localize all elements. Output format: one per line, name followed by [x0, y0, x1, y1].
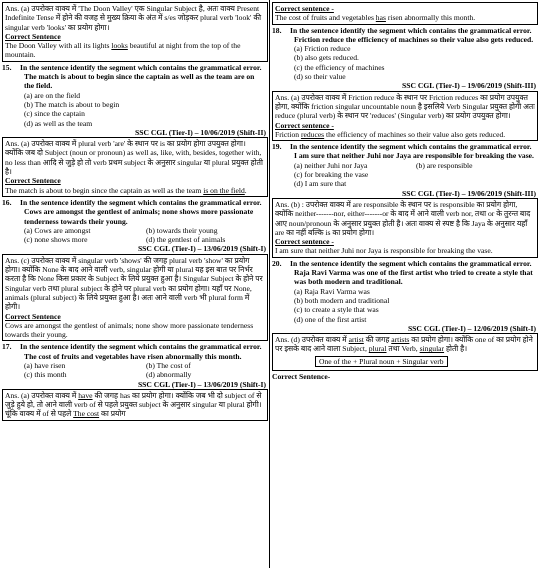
- correct-sentence-label: Correct sentence -: [275, 4, 334, 13]
- correct-sentence-label: Correct Sentence: [5, 31, 61, 41]
- option-a: (a) have risen: [24, 360, 66, 370]
- correct-sentence-text: Cows are amongst the gentlest of animals; none show more passionate tenderness towards their young.: [5, 320, 254, 340]
- answer-box-18: [272, 91, 538, 141]
- correct-sentence-text: The match is about to begin since the captain as well as the team is on the field.: [5, 185, 247, 195]
- correct-sentence-label: Correct sentence -: [275, 237, 334, 247]
- exam-source: SSC CGL (Tier-I) – 10/06/2019 (Shift-II): [135, 127, 266, 137]
- column-divider: [269, 0, 270, 568]
- exam-source: SSC CGL (Tier-I) – 13/06/2019 (Shift-I): [137, 379, 266, 389]
- option-d: (d) one of the first artist: [294, 314, 367, 324]
- correct-sentence-text: Friction reduces the efficiency of machines so their value also gets reduced.: [275, 129, 506, 139]
- answer-text: Ans. (b) : उपरोक्त वाक्य में are responsible के स्थान पर is responsible का प्रयोग होगा, क्योंकि neither-------nor, either-------or के बाद में आने वाली verb nor, तथा or के तुरन्त बाद आए noun/pronoun के अनुसार प्रयुक्त होती है। अतः वाक्य से स्पष्ट है कि Jaya के अनुसार यहाँ are का नहीं बल्कि is का प्रयोग होगा।: [275, 199, 531, 237]
- option-d: (d) as well as the team: [24, 118, 93, 128]
- option-c: (c) since the captain: [24, 109, 85, 119]
- options-grid: [2, 361, 268, 380]
- option-b: (b) The cost of: [146, 360, 191, 370]
- question-stem: The cost of fruits and vegetables have risen abnormally this month.: [24, 351, 242, 361]
- option-d: (d) I am sure that: [294, 179, 347, 189]
- answer-text: Ans. (d) उपरोक्त वाक्य में artist की जगह artists का प्रयोग होगा। क्योंकि one of का प्रयोग होने पर इसके बाद आने वाला Subject, plural तथा Verb, singular होती है।: [275, 335, 533, 354]
- exam-source: SSC CGL (Tier-I) – 13/06/2019 (Shift-I): [137, 244, 266, 254]
- question-number: 16.: [2, 197, 12, 207]
- option-b: (b) The match is about to begin: [24, 99, 120, 109]
- option-a: (a) neither Juhi nor Jaya: [294, 160, 368, 170]
- option-c: (c) this month: [24, 370, 67, 380]
- correct-sentence-label: Correct Sentence: [5, 176, 61, 186]
- exam-source: SSC CGL (Tier-I) – 12/06/2019 (Shift-I): [407, 323, 536, 333]
- question-number: 15.: [2, 62, 12, 72]
- option-a: (a) are on the field: [24, 90, 81, 100]
- question-text: In the sentence identify the segment which contains the grammatical error.: [20, 342, 262, 352]
- question-stem: The match is about to begin since the captain as well as the team are on the field.: [24, 72, 255, 91]
- answer-text: Ans. (c) उपरोक्त वाक्य में singular verb 'shows' की जगह plural verb 'show' का प्रयोग होगा। क्योंकि None के बाद आने वाली verb, singular होगी या plural यह इस बात पर निर्भर करता है कि None किस प्रकार के Subject के लिये प्रयुक्त हुआ है। Singular Subject के होने पर Singular verb तथा plural subject के होने पर plural verb का प्रयोग होगा। यहाँ पर None, animals (plural subject) के लिये प्रयुक्त हुआ है। अतः आने वाली verb भी plural form में होगी।: [5, 255, 263, 312]
- right-column: [272, 2, 538, 381]
- question-20: [272, 259, 538, 333]
- option-b: (b) towards their young: [146, 225, 218, 235]
- question-text: In the sentence identify the segment which contains the grammatical error.: [290, 25, 532, 35]
- exam-source: SSC CGL (Tier-I) – 19/06/2019 (Shift-III): [402, 81, 536, 91]
- option-a: (a) Raja Ravi Varma was: [294, 286, 370, 296]
- question-stem: Friction reduce the efficiency of machines so their value also gets reduced.: [294, 34, 534, 44]
- option-d: (d) abnormally: [146, 370, 192, 380]
- option-d: (d) so their value: [294, 72, 346, 82]
- answer-box-15: [2, 137, 268, 197]
- grammar-formula: One of the + Plural noun + Singular verb: [315, 356, 448, 367]
- question-stem: I am sure that neither Juhi nor Jaya are responsible for breaking the vase.: [294, 151, 534, 161]
- option-b: (b) also gets reduced.: [294, 53, 359, 63]
- answer-text: Ans. (a) उपरोक्त वाक्य में have की जगह has का प्रयोग होगा। क्योंकि जब भी दो subject of से जुड़े हुये हो, तो आने वाली verb of से पहले प्रयुक्त subject के अनुसार singular या plural होगी। चूंकि वाक्य में of से पहले The cost का प्रयोग: [5, 390, 262, 419]
- question-stem: Cows are amongst the gentlest of animals; none shows more passionate tenderness towards their young.: [24, 207, 254, 226]
- question-number: 19.: [272, 142, 282, 152]
- option-b: (b) both modern and traditional: [294, 295, 390, 305]
- correct-sentence-label: Correct Sentence-: [272, 371, 331, 381]
- answer-box-16: [2, 254, 268, 342]
- option-a: (a) Cows are amongst: [24, 225, 91, 235]
- left-column: [2, 2, 268, 422]
- option-d: (d) the gentlest of animals: [146, 235, 226, 245]
- question-15: [2, 63, 268, 137]
- answer-box-17: [2, 389, 268, 421]
- correct-sentence-text: The Doon Valley with all its lights looks beautiful at night from the top of the mountain.: [5, 41, 241, 60]
- question-text: In the sentence identify the segment which contains the grammatical error.: [290, 142, 532, 152]
- question-number: 17.: [2, 342, 12, 352]
- question-stem: Raja Ravi Varma was one of the first artist who tried to create a style that was both modern and traditional.: [294, 268, 533, 287]
- answer-text: Ans. (a) उपरोक्त वाक्य में 'The Doon Valley' एक Singular Subject है, अतः वाक्य Present Indefinite Tense में होने की वजह से मुख्य क्रिया के अंत में s/es जोड़कर plural verb 'look' की singular verb 'looks' का प्रयोग होगा।: [5, 4, 262, 32]
- correct-sentence-label: Correct Sentence: [5, 311, 61, 321]
- answer-box-20: [272, 333, 538, 371]
- answer-box-14: [2, 2, 268, 62]
- answer-box-19: [272, 198, 538, 258]
- correct-sentence-text: I am sure that neither Juhi nor Jaya is responsible for breaking the vase.: [275, 246, 493, 256]
- question-17: [2, 342, 268, 388]
- correct-sentence-label: Correct sentence -: [275, 120, 334, 130]
- question-16: [2, 198, 268, 254]
- correct-sentence-text: The cost of fruits and vegetables has risen abnormally this month.: [275, 13, 476, 23]
- question-text: In the sentence identify the segment which contains the grammatical error.: [290, 258, 532, 268]
- options-grid: [272, 161, 538, 170]
- question-number: 18.: [272, 25, 282, 35]
- options-grid: [2, 226, 268, 245]
- option-c: (c) for breaking the vase: [294, 170, 369, 180]
- option-c: (c) the efficiency of machines: [294, 62, 385, 72]
- question-18: [272, 26, 538, 91]
- answer-text: Ans. (a) उपरोक्त वाक्य में Friction reduce के स्थान पर Friction reduces का प्रयोग उपयुक्त होगा, क्योंकि friction singular uncountable noun है इसलिये Verb Singular प्रयुक्त होगी अतः reduce (plural verb) के स्थान पर 'reduces' (Singular verb) का प्रयोग उपयुक्त होगा।: [275, 92, 535, 121]
- option-a: (a) Friction reduce: [294, 44, 351, 54]
- question-text: In the sentence identify the segment which contains the grammatical error.: [20, 197, 262, 207]
- option-b: (b) are responsible: [416, 160, 473, 170]
- exam-source: SSC CGL (Tier-I) – 19/06/2019 (Shift-III): [402, 188, 536, 198]
- question-text: In the sentence identify the segment which contains the grammatical error.: [20, 62, 262, 72]
- question-19: [272, 142, 538, 198]
- question-number: 20.: [272, 258, 282, 268]
- option-c: (c) none shows more: [24, 235, 88, 245]
- answer-box-17-cont: [272, 2, 538, 25]
- answer-text: Ans. (a) उपरोक्त वाक्य में plural verb 'are' के स्थान पर is का प्रयोग होगा उपयुक्त होगा। क्योंकि जब दो Subject (noun or pronoun) as well as, like, with, besides, together with, no less than आदि से जुड़े हो तो verb प्रथम subject के अनुसार singular या plural प्रयुक्त होती है।: [5, 139, 263, 177]
- option-c: (c) to create a style that was: [294, 305, 379, 315]
